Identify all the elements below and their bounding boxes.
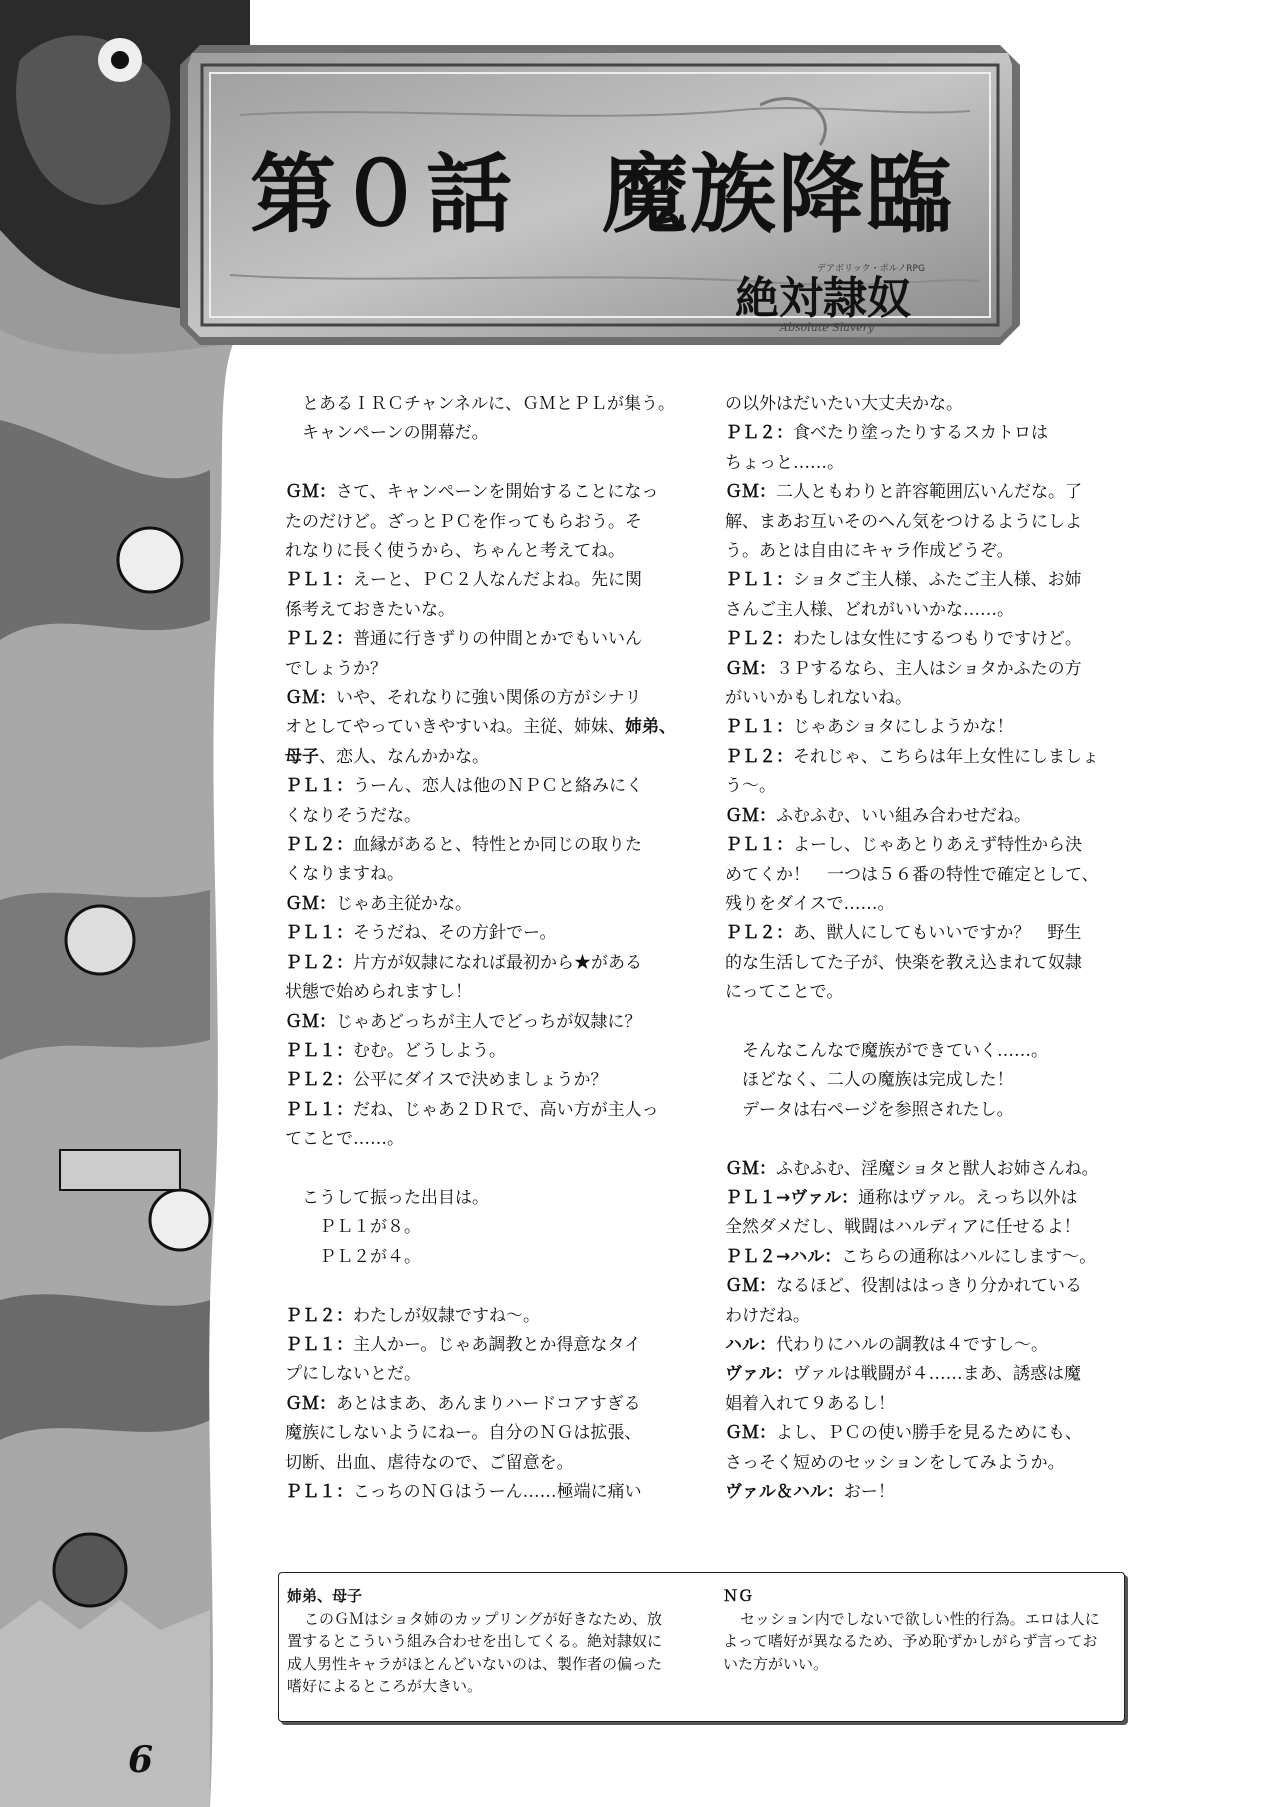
speaker-label: ＰＬ２： bbox=[285, 1070, 353, 1091]
text-line bbox=[725, 861, 1100, 890]
chapter-title: 第０話 魔族降臨 bbox=[250, 145, 954, 245]
speaker-label: ＰＬ１： bbox=[285, 570, 353, 591]
logo-subtitle: Absolute Slavery bbox=[780, 321, 875, 334]
line-text: じゃあショタにしようかな！ bbox=[793, 717, 1014, 738]
text-line bbox=[285, 1037, 660, 1066]
speaker-label: ＰＬ１→ヴァル： bbox=[725, 1187, 859, 1208]
line-text: 全然ダメだし、戦闘はハルディアに任せるよ！ bbox=[725, 1217, 1081, 1238]
speaker-label: ＰＬ１： bbox=[285, 776, 353, 797]
speaker-label: ＰＬ２： bbox=[285, 952, 353, 973]
speaker-label: ＧＭ： bbox=[725, 658, 776, 679]
line-text: さんご主人様、どれがいいかな……。 bbox=[725, 599, 1014, 620]
line-text: 食べたり塗ったりするスカトロは bbox=[793, 423, 1048, 444]
line-text: こうして振った出目は。 bbox=[302, 1187, 489, 1208]
speaker-label: ヴァル＆ハル： bbox=[725, 1482, 844, 1502]
line-text: う。あとは自由にキャラ作成どうぞ。 bbox=[725, 541, 1014, 562]
text-line bbox=[285, 919, 660, 948]
text-line bbox=[725, 684, 1100, 713]
speaker-label: ＰＬ１： bbox=[285, 923, 353, 944]
text-line bbox=[285, 978, 660, 1007]
speaker-label: ＧＭ： bbox=[725, 1423, 776, 1444]
speaker-label: ＰＬ２： bbox=[285, 835, 353, 856]
text-line bbox=[285, 1478, 660, 1507]
line-text: 切断、出血、虐待なので、ご留意を。 bbox=[285, 1452, 574, 1473]
line-text: だね、じゃあ２ＤＲで、高い方が主人っ bbox=[353, 1099, 659, 1120]
line-text: たのだけど。ざっとＰＣを作ってもらおう。そ bbox=[285, 511, 642, 532]
line-text: ちょっと……。 bbox=[725, 452, 844, 473]
note-line: このＧＭはショタ姉のカップリングが好きなため、放 bbox=[304, 1609, 663, 1628]
text-line bbox=[285, 802, 660, 831]
game-logo bbox=[735, 260, 975, 335]
line-text: 残りをダイスで……。 bbox=[725, 893, 895, 914]
text-line bbox=[285, 1066, 660, 1095]
line-text: 代わりにハルの調教は４ですし～。 bbox=[776, 1334, 1048, 1355]
line-text: いや、それなりに強い関係の方がシナリ bbox=[336, 688, 642, 709]
speaker-label: ＧＭ： bbox=[285, 1011, 336, 1032]
speaker-label: ＧＭ： bbox=[725, 1158, 776, 1179]
note-ng bbox=[723, 1585, 1113, 1675]
text-line bbox=[725, 419, 1100, 448]
line-text: ほどなく、二人の魔族は完成した！ bbox=[742, 1070, 1014, 1091]
line-text: くなりそうだな。 bbox=[285, 805, 421, 826]
text-line bbox=[725, 1155, 1100, 1184]
speaker-label: ＰＬ２： bbox=[725, 629, 793, 650]
line-text: 娼着入れて９あるし！ bbox=[725, 1393, 895, 1414]
text-line bbox=[285, 772, 660, 801]
line-text: むむ。どうしよう。 bbox=[353, 1040, 506, 1061]
text-line bbox=[725, 919, 1100, 948]
text-line bbox=[725, 1419, 1100, 1448]
text-line bbox=[285, 390, 675, 419]
text-line bbox=[725, 1331, 1100, 1360]
line-text: よーし、じゃあとりあえず特性から決 bbox=[793, 835, 1082, 856]
text-line bbox=[285, 1331, 660, 1360]
speaker-label: ＧＭ： bbox=[285, 688, 336, 709]
speaker-label: ＰＬ１： bbox=[285, 1040, 353, 1061]
text-line bbox=[725, 1037, 1100, 1066]
line-text: にってことで。 bbox=[725, 982, 844, 1003]
line-text: 係考えておきたいな。 bbox=[285, 599, 455, 620]
text-line bbox=[725, 566, 1100, 595]
speaker-label: ＰＬ１： bbox=[285, 1334, 353, 1355]
text-line bbox=[725, 1360, 1100, 1389]
line-text: そうだね、その方針でー。 bbox=[353, 923, 557, 944]
line-text: 状態で始められますし！ bbox=[285, 982, 472, 1003]
speaker-label: ＰＬ２： bbox=[285, 1305, 353, 1326]
text-line bbox=[285, 1243, 660, 1272]
line-text: おー！ bbox=[843, 1482, 895, 1502]
line-text: オとしてやっていきやすいね。主従、姉妹、 bbox=[285, 717, 625, 738]
text-line bbox=[285, 1155, 660, 1184]
text-line bbox=[725, 1125, 1100, 1154]
text-line bbox=[285, 860, 660, 889]
line-text: の以外はだいたい大丈夫かな。 bbox=[725, 394, 963, 414]
line-text: わたしは女性にするつもりですけど。 bbox=[793, 629, 1082, 650]
text-line bbox=[725, 596, 1100, 625]
line-text: めてくか！ 一つは５６番の特性で確定として、 bbox=[725, 864, 1099, 885]
speaker-label: ＰＬ２： bbox=[285, 629, 353, 650]
note-line: 嗜好によるところが大きい。 bbox=[287, 1677, 483, 1695]
line-text: ３Ｐするなら、主人はショタかふたの方 bbox=[776, 658, 1082, 679]
line-text: わけだね。 bbox=[725, 1305, 810, 1326]
line-text: データは右ページを参照されたし。 bbox=[742, 1099, 1014, 1120]
text-line bbox=[725, 1390, 1100, 1419]
text-line bbox=[285, 478, 660, 507]
text-line bbox=[725, 625, 1100, 654]
text-line bbox=[725, 1272, 1100, 1301]
line-text: ヴァルは戦闘が４……まあ、誘惑は魔 bbox=[792, 1364, 1081, 1385]
speaker-label: ＰＬ１： bbox=[725, 570, 793, 591]
text-line bbox=[285, 831, 660, 860]
speaker-label: ＰＬ２： bbox=[725, 423, 793, 444]
text-line bbox=[285, 1008, 660, 1037]
text-line bbox=[285, 537, 660, 566]
emphasis-text: 母子 bbox=[285, 746, 319, 767]
speaker-label: ＰＬ１： bbox=[725, 835, 793, 856]
line-text: ショタご主人様、ふたご主人様、お姉 bbox=[793, 570, 1082, 591]
note-title: ＮＧ bbox=[723, 1587, 754, 1605]
text-line bbox=[725, 478, 1100, 507]
text-line bbox=[725, 1066, 1100, 1095]
text-line bbox=[285, 1184, 660, 1213]
line-text: じゃあどっちが主人でどっちが奴隷に？ bbox=[336, 1011, 642, 1032]
line-text: 血縁があると、特性とか同じの取りた bbox=[353, 835, 642, 856]
line-text: さっそく短めのセッションをしてみようか。 bbox=[725, 1452, 1065, 1473]
text-line bbox=[725, 713, 1100, 742]
speaker-label: ハル： bbox=[725, 1334, 776, 1355]
text-line bbox=[285, 419, 660, 448]
line-text: そんなこんなで魔族ができていく……。 bbox=[742, 1040, 1048, 1061]
line-text: 主人かー。じゃあ調教とか得意なタイ bbox=[353, 1334, 641, 1355]
speaker-label: ＰＬ２： bbox=[725, 923, 793, 944]
line-text: れなりに長く使うから、ちゃんと考えてね。 bbox=[285, 541, 625, 562]
notes-box bbox=[278, 1572, 1125, 1722]
line-text: それじゃ、こちらは年上女性にしましょ bbox=[793, 746, 1099, 767]
line-text: さて、キャンペーンを開始することになっ bbox=[336, 482, 659, 503]
line-text: う～。 bbox=[725, 776, 776, 797]
speaker-label: ＧＭ： bbox=[285, 482, 336, 503]
line-text: 公平にダイスで決めましょうか？ bbox=[353, 1070, 608, 1091]
left-column bbox=[285, 390, 676, 1507]
text-line bbox=[285, 684, 660, 713]
line-text: じゃあ主従かな。 bbox=[336, 893, 472, 914]
line-text: こっちのＮＧはうーん……極端に痛い bbox=[353, 1481, 642, 1502]
text-line bbox=[285, 1449, 660, 1478]
line-text: うーん、恋人は他のＮＰＣと絡みにく bbox=[353, 776, 644, 797]
text-line bbox=[725, 978, 1100, 1007]
speaker-label: ＰＬ１： bbox=[725, 717, 793, 738]
line-text: ＰＬ１が８。 bbox=[319, 1217, 421, 1238]
line-text: とあるＩＲＣチャンネルに、ＧＭとＰＬが集う。 bbox=[302, 394, 675, 414]
text-line bbox=[725, 1478, 1100, 1507]
text-line bbox=[725, 1302, 1100, 1331]
speaker-label: ＧＭ： bbox=[725, 482, 776, 503]
text-line bbox=[285, 655, 660, 684]
text-line bbox=[285, 949, 660, 978]
text-line bbox=[725, 772, 1100, 801]
text-line bbox=[285, 596, 660, 625]
line-text: でしょうか？ bbox=[285, 658, 387, 679]
text-line bbox=[725, 743, 1100, 772]
text-line bbox=[285, 1390, 660, 1419]
text-line bbox=[285, 890, 660, 919]
text-line bbox=[285, 1213, 660, 1242]
note-line: セッション内でしないで欲しい性的行為。エロは人に bbox=[740, 1609, 1100, 1628]
text-line bbox=[285, 1302, 660, 1331]
line-text: 通称はヴァル。えっち以外は bbox=[858, 1187, 1078, 1208]
speaker-label: ＧＭ： bbox=[725, 1276, 776, 1297]
text-line bbox=[285, 449, 660, 478]
note-title: 姉弟、母子 bbox=[287, 1587, 363, 1605]
text-line bbox=[285, 625, 660, 654]
text-line bbox=[725, 831, 1100, 860]
text-line bbox=[285, 508, 660, 537]
line-text: キャンペーンの開幕だ。 bbox=[302, 423, 489, 444]
text-line bbox=[725, 537, 1100, 566]
text-line bbox=[725, 949, 1100, 978]
text-line bbox=[285, 1125, 660, 1154]
line-text: ふむふむ、淫魔ショタと獣人お姉さんね。 bbox=[776, 1158, 1099, 1179]
line-text: がいいかもしれないね。 bbox=[725, 688, 912, 709]
text-line bbox=[725, 1449, 1100, 1478]
text-line bbox=[725, 1243, 1100, 1272]
speaker-label: ＧＭ： bbox=[285, 893, 336, 914]
speaker-label: ＰＬ２： bbox=[725, 746, 793, 767]
text-line bbox=[285, 713, 676, 742]
line-text: よし、ＰＣの使い勝手を見るためにも、 bbox=[776, 1423, 1082, 1444]
text-line bbox=[285, 1360, 660, 1389]
text-line bbox=[725, 1213, 1100, 1242]
line-text: こちらの通称はハルにします～。 bbox=[841, 1246, 1097, 1267]
line-text: 二人ともわりと許容範囲広いんだな。了 bbox=[776, 482, 1082, 503]
note-line: 成人男性キャラがほとんどいないのは、製作者の偏った bbox=[287, 1654, 663, 1673]
speaker-label: ＧＭ： bbox=[725, 805, 776, 826]
line-text: 的な生活してた子が、快楽を教え込まれて奴隷 bbox=[725, 952, 1082, 973]
line-text: えーと、ＰＣ２人なんだよね。先に関 bbox=[353, 570, 642, 591]
line-text: わたしが奴隷ですね～。 bbox=[353, 1305, 540, 1326]
speaker-label: ＰＬ１： bbox=[285, 1481, 353, 1502]
line-text: 、恋人、なんかかな。 bbox=[319, 746, 489, 767]
line-text: あ、獣人にしてもいいですか？ 野生 bbox=[793, 923, 1082, 944]
logo-main: 絶対隷奴 bbox=[735, 273, 911, 324]
line-text: あとはまあ、あんまりハードコアすぎる bbox=[336, 1393, 641, 1414]
line-text: 片方が奴隷になれば最初から★がある bbox=[353, 952, 642, 973]
line-text: 普通に行きずりの仲間とかでもいいん bbox=[353, 629, 642, 650]
line-text: てことで……。 bbox=[285, 1129, 404, 1150]
line-text: くなりますね。 bbox=[285, 864, 404, 885]
line-text: ふむふむ、いい組み合わせだね。 bbox=[776, 805, 1031, 826]
speaker-label: ＧＭ： bbox=[285, 1393, 336, 1414]
text-line bbox=[725, 655, 1100, 684]
text-line bbox=[725, 1184, 1100, 1213]
page-number: 6 bbox=[128, 1739, 154, 1781]
text-line bbox=[285, 1096, 660, 1125]
speaker-label: ヴァル： bbox=[725, 1364, 793, 1385]
text-line bbox=[725, 1008, 1100, 1037]
note-kyoudai-boshi bbox=[287, 1585, 677, 1698]
text-line bbox=[725, 390, 1100, 419]
text-line bbox=[285, 566, 660, 595]
text-line bbox=[285, 743, 660, 772]
text-line bbox=[285, 1419, 660, 1448]
emphasis-text: 姉弟、 bbox=[625, 717, 676, 738]
line-text: ＰＬ２が４。 bbox=[319, 1246, 421, 1267]
text-line bbox=[725, 508, 1100, 537]
line-text: なるほど、役割ははっきり分かれている bbox=[776, 1276, 1082, 1297]
speaker-label: ＰＬ１： bbox=[285, 1099, 353, 1120]
title-plaque bbox=[180, 45, 1020, 345]
note-line: 置するとこういう組み合わせを出してくる。絶対隷奴に bbox=[287, 1632, 663, 1650]
text-line bbox=[725, 449, 1100, 478]
note-line: よって嗜好が異なるため、予め恥ずかしがらず言ってお bbox=[723, 1632, 1098, 1650]
note-line: いた方がいい。 bbox=[723, 1654, 829, 1673]
line-text: プにしないとだ。 bbox=[285, 1364, 421, 1385]
text-line bbox=[725, 1096, 1100, 1125]
text-line bbox=[725, 802, 1100, 831]
speaker-label: ＰＬ２→ハル： bbox=[725, 1246, 842, 1267]
line-text: 解、まあお互いそのへん気をつけるようにしよ bbox=[725, 511, 1082, 532]
text-line bbox=[285, 1272, 660, 1301]
text-line bbox=[725, 890, 1100, 919]
logo-ruby: デアボリック・ポルノRPG bbox=[817, 264, 925, 274]
right-column bbox=[725, 390, 1100, 1507]
line-text: 魔族にしないようにねー。自分のＮＧは拡張、 bbox=[285, 1423, 642, 1444]
